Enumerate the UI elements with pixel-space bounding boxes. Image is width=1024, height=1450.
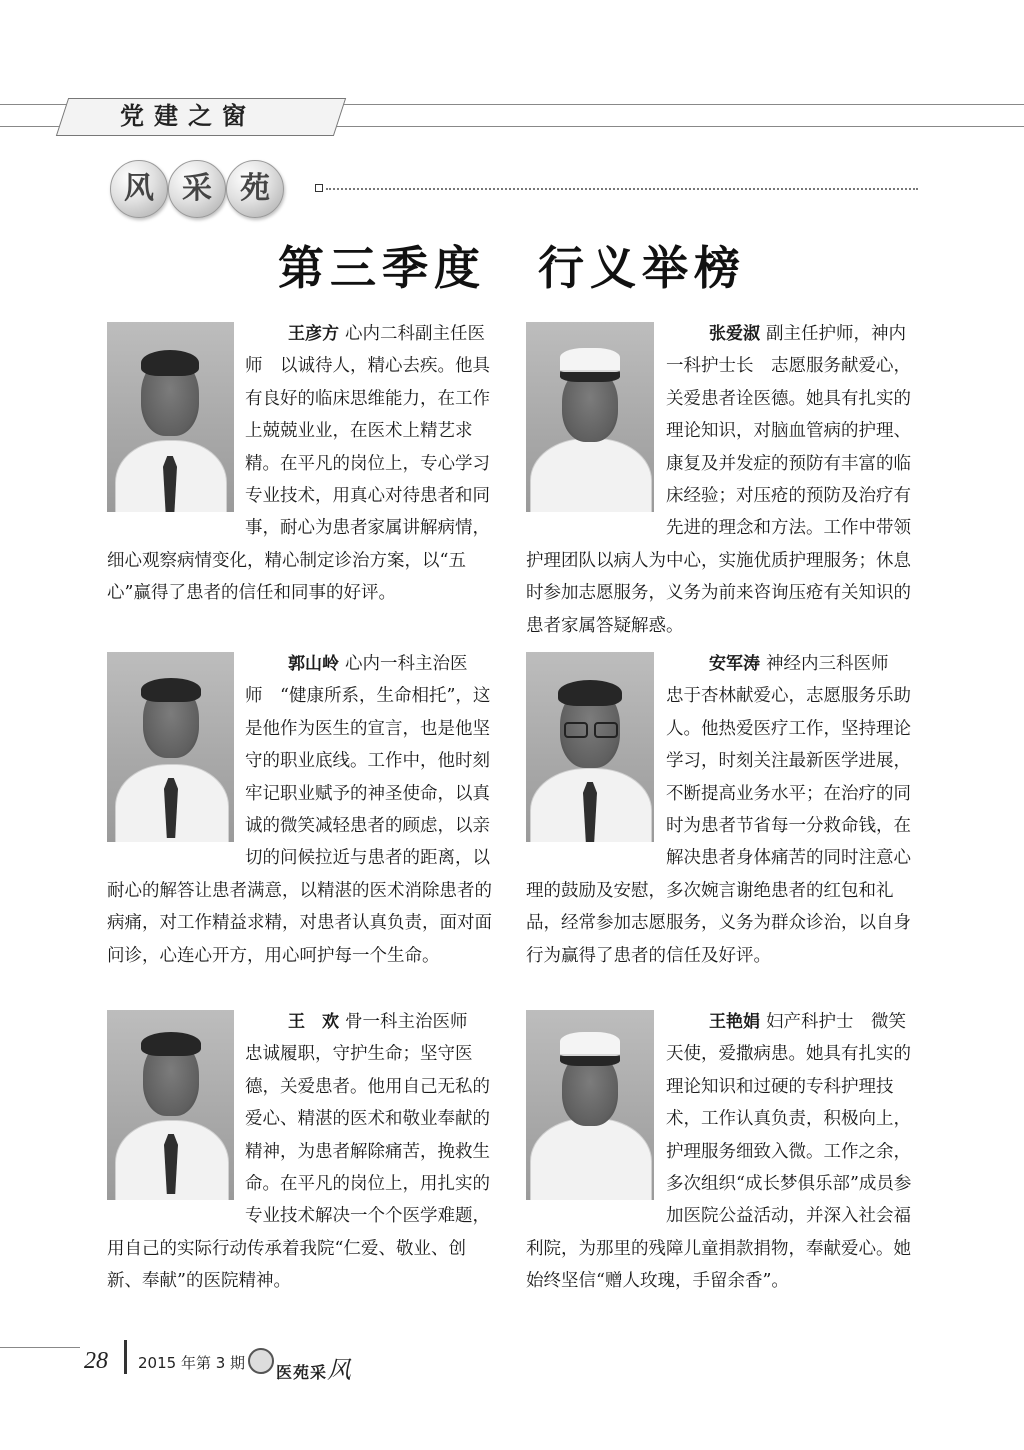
profile-name: 王彦方 bbox=[288, 324, 339, 344]
profile-an-juntao bbox=[526, 648, 918, 972]
profile-name: 郭山岭 bbox=[288, 654, 339, 674]
dotted-divider bbox=[326, 188, 918, 190]
badge-yuan: 苑 bbox=[226, 160, 284, 218]
profile-wang-huan bbox=[107, 1006, 499, 1298]
profile-text: 副主任护师，神内一科护士长 志愿服务献爱心，关爱患者诠医德。她具有扎实的理论知识，对脑血管病的护理、康复及并发症的预防有丰富的临床经验；对压疮的预防及治疗有先进的理念和方法。工作中带领护理团队以病人为中心，实施优质护理服务；休息时参加志愿服务，义务为前来咨询压疮有关知识的患者家属答疑解惑。 bbox=[526, 324, 911, 636]
profile-name: 王艳娟 bbox=[709, 1012, 760, 1032]
profile-guo-shanling bbox=[107, 648, 499, 972]
profile-zhang-aishu bbox=[526, 318, 918, 642]
section-title: 党建之窗 bbox=[120, 102, 256, 130]
profile-name: 安军涛 bbox=[709, 654, 760, 674]
profile-text: 心内二科副主任医师 以诚待人，精心去疾。他具有良好的临床思维能力，在工作上兢兢业业，在医术上精艺求精。在平凡的岗位上，专心学习专业技术，用真心对待患者和同事，耐心为患者家属讲解病情，细心观察病情变化，精心制定诊治方案，以“五心”赢得了患者的信任和同事的好评。 bbox=[107, 324, 490, 604]
footer-divider bbox=[124, 1340, 127, 1374]
issue-label: 2015 年第 3 期 bbox=[138, 1354, 246, 1372]
profile-text: 妇产科护士 微笑天使，爱撒病患。她具有扎实的理论知识和过硬的专科护理技术，工作认真负责，积极向上，护理服务细致入微。工作之余，多次组织“成长梦俱乐部”成员参加医院公益活动，并深入社会福利院，为那里的残障儿童捐款捐物，奉献爱心。她始终坚信“赠人玫瑰，手留余香”。 bbox=[526, 1012, 912, 1292]
profile-text: 骨一科主治医师 忠诚履职，守护生命；坚守医德，关爱患者。他用自己无私的爱心、精湛的医术和敬业奉献的精神，为患者解除痛苦，挽救生命。在平凡的岗位上，用扎实的专业技术解决一个个医学难题，用自己的实际行动传承着我院“仁爱、敬业、创新、奉献”的医院精神。 bbox=[107, 1012, 490, 1292]
divider-bullet bbox=[315, 184, 323, 192]
badge-feng: 风 bbox=[110, 160, 168, 218]
magazine-name-text: 医苑采 bbox=[276, 1363, 328, 1382]
badge-cai: 采 bbox=[168, 160, 226, 218]
page-title: 第三季度 行义举榜 bbox=[278, 241, 746, 295]
profile-text: 神经内三科医师 忠于杏林献爱心，志愿服务乐助人。他热爱医疗工作，坚持理论学习，时刻关注最新医学进展，不断提高业务水平；在治疗的同时为患者节省每一分救命钱，在解决患者身体痛苦的同时注意心理的鼓励及安慰，多次婉言谢绝患者的红包和礼品，经常参加志愿服务，义务为群众诊治，以自身行为赢得了患者的信任及好评。 bbox=[526, 654, 911, 966]
profile-name: 张爱淑 bbox=[709, 324, 760, 344]
profile-name: 王 欢 bbox=[288, 1012, 339, 1032]
page-number: 28 bbox=[84, 1348, 108, 1374]
hospital-logo-icon bbox=[248, 1348, 274, 1374]
footer-rule bbox=[0, 1347, 80, 1348]
profile-text: 心内一科主治医师 “健康所系，生命相托”，这是他作为医生的宣言，也是他坚守的职业底线。工作中，他时刻牢记职业赋予的神圣使命，以真诚的微笑减轻患者的顾虑，以亲切的问候拉近与患者的距离，以耐心的解答让患者满意，以精湛的医术消除患者的病痛，对工作精益求精，对患者认真负责，面对面问诊，心连心开方，用心呵护每一个生命。 bbox=[107, 654, 492, 966]
profile-wang-yanjuan bbox=[526, 1006, 918, 1298]
magazine-name bbox=[276, 1350, 352, 1385]
magazine-name-stylized: 风 bbox=[327, 1356, 353, 1384]
profile-wang-yanfang bbox=[107, 318, 499, 610]
